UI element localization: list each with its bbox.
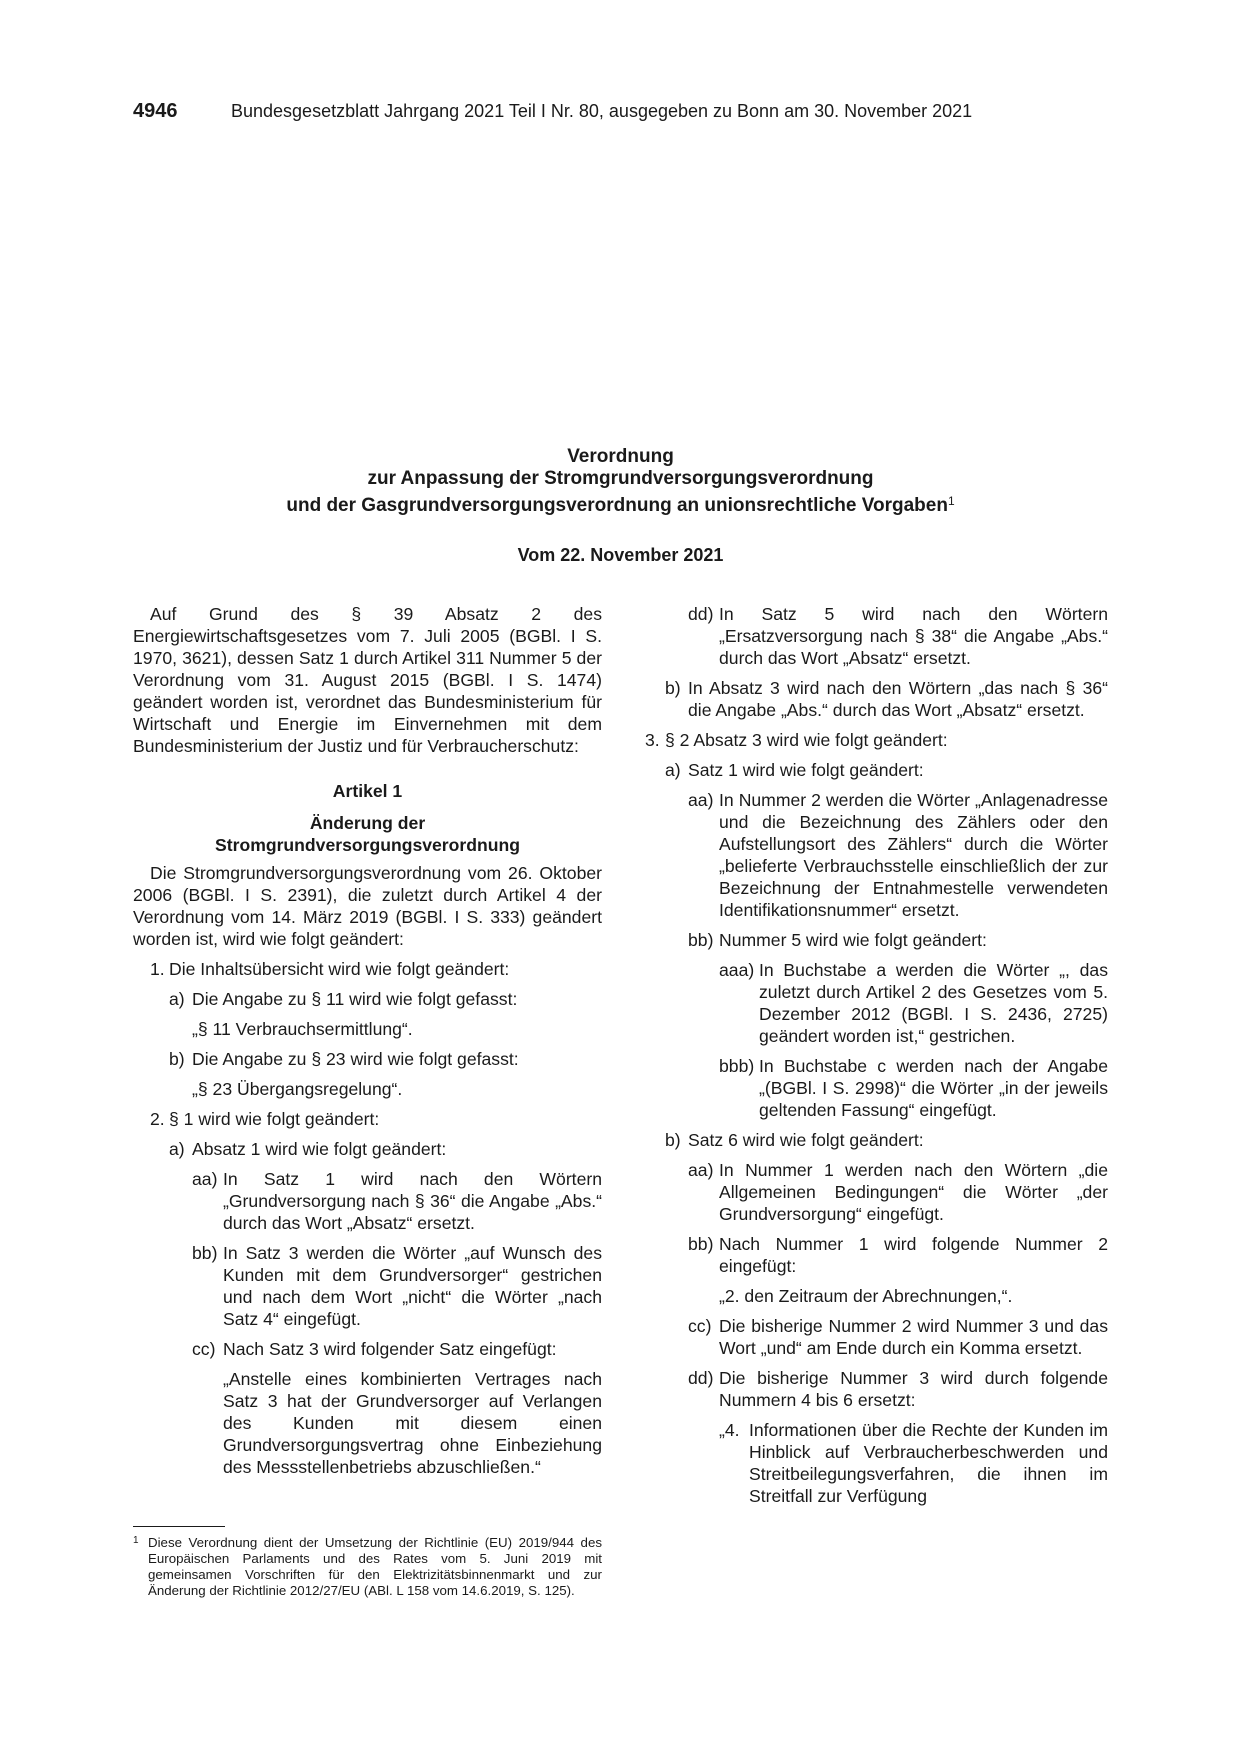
list-text: In Buchstabe a werden die Wörter „, das zuletzt durch Artikel 2 des Gesetzes vom 5. Dezember 2012 (BGBl. I S. 2436, 2725) geändert worden ist,“ gestrichen. bbox=[759, 960, 1108, 1046]
list-marker: a) bbox=[169, 989, 185, 1009]
list-item bbox=[639, 1367, 1108, 1411]
list-item bbox=[639, 1419, 1108, 1507]
title-line-3-text: und der Gasgrundversorgungsverordnung an unionsrechtliche Vorgaben bbox=[286, 495, 948, 516]
list-text: Die Inhaltsübersicht wird wie folgt geändert: bbox=[169, 959, 510, 979]
list-item bbox=[133, 1168, 602, 1234]
footnote-reference: 1 bbox=[947, 494, 955, 508]
left-column bbox=[133, 603, 602, 1478]
list-item bbox=[639, 1315, 1108, 1359]
page-number: 4946 bbox=[133, 100, 178, 122]
list-marker: a) bbox=[169, 1139, 185, 1159]
list-marker: dd) bbox=[688, 604, 714, 624]
list-item bbox=[133, 1048, 602, 1070]
footnote-text: Diese Verordnung dient der Umsetzung der Richtlinie (EU) 2019/944 des Europäischen Parlaments und des Rates vom 5. Juni 2019 mit gemeinsamen Vorschriften für den Elektrizitätsbinnenmarkt und zur Änderung der Richtlinie 2012/27/EU (ABl. L 158 vom 14.6.2019, S. 125). bbox=[148, 1535, 602, 1598]
list-text: Die Angabe zu § 23 wird wie folgt gefasst: bbox=[192, 1049, 519, 1069]
list-text: Die bisherige Nummer 3 wird durch folgende Nummern 4 bis 6 ersetzt: bbox=[719, 1368, 1108, 1410]
quote: „Anstelle eines kombinierten Vertrages nach Satz 3 hat der Grundversorger auf Verlangen des Kunden mit diesem einen Grundversorgungsvertrag ohne Einbeziehung des Messstellenbetriebs abzuschließen.“ bbox=[223, 1369, 602, 1477]
list-marker: bb) bbox=[688, 930, 714, 950]
date-line: Vom 22. November 2021 bbox=[517, 545, 724, 565]
list-text: Die Angabe zu § 11 wird wie folgt gefasst: bbox=[192, 989, 518, 1009]
list-text: Nummer 5 wird wie folgt geändert: bbox=[719, 930, 987, 950]
list-marker: „4. bbox=[719, 1420, 740, 1440]
running-title: Bundesgesetzblatt Jahrgang 2021 Teil I Nr. 80, ausgegeben zu Bonn am 30. November 2021 bbox=[231, 101, 973, 121]
list-marker: a) bbox=[665, 760, 681, 780]
list-marker: aaa) bbox=[719, 960, 755, 980]
title-line-1: Verordnung bbox=[567, 446, 674, 467]
list-item bbox=[639, 1055, 1108, 1121]
article-heading: Artikel 1 bbox=[332, 781, 403, 801]
footnote-marker: 1 bbox=[133, 1535, 139, 1546]
list-text: In Buchstabe c werden nach der Angabe „(BGBl. I S. 2998)“ die Wörter „in der jeweils geltenden Fassung“ eingefügt. bbox=[759, 1056, 1108, 1120]
list-marker: dd) bbox=[688, 1368, 714, 1388]
list-item bbox=[639, 929, 1108, 951]
list-marker: bbb) bbox=[719, 1056, 755, 1076]
list-text: In Satz 5 wird nach den Wörtern „Ersatzversorgung nach § 38“ die Angabe „Abs.“ durch das Wort „Absatz“ ersetzt. bbox=[719, 604, 1108, 668]
list-item bbox=[133, 1242, 602, 1330]
list-text: In Satz 1 wird nach den Wörtern „Grundversorgung nach § 36“ die Angabe „Abs.“ durch das Wort „Absatz“ ersetzt. bbox=[223, 1169, 602, 1233]
list-marker: 2. bbox=[150, 1109, 165, 1129]
list-text: Satz 1 wird wie folgt geändert: bbox=[688, 760, 924, 780]
list-text: Absatz 1 wird wie folgt geändert: bbox=[192, 1139, 447, 1159]
list-text: Informationen über die Rechte der Kunden im Hinblick auf Verbraucherbeschwerden und Streitbeilegungsverfahren, die ihnen im Streitfall zur Verfügung bbox=[749, 1420, 1108, 1506]
right-column bbox=[639, 603, 1108, 1507]
quote: „2. den Zeitraum der Abrechnungen,“. bbox=[719, 1286, 1013, 1306]
list-item bbox=[639, 1159, 1108, 1225]
list-item bbox=[133, 1338, 602, 1360]
page-header bbox=[133, 100, 1133, 130]
list-text: In Absatz 3 wird nach den Wörtern „das nach § 36“ die Angabe „Abs.“ durch das Wort „Absatz“ ersetzt. bbox=[688, 678, 1108, 720]
article-subheading-2: Stromgrundversorgungsverordnung bbox=[215, 835, 520, 855]
list-marker: cc) bbox=[688, 1316, 712, 1336]
list-text: In Satz 3 werden die Wörter „auf Wunsch des Kunden mit dem Grundversorger“ gestrichen und nach dem Wort „nicht“ die Wörter „nach Satz 4“ eingefügt. bbox=[223, 1243, 602, 1329]
list-text: § 2 Absatz 3 wird wie folgt geändert: bbox=[665, 730, 948, 750]
list-marker: bb) bbox=[688, 1234, 714, 1254]
list-item bbox=[639, 1233, 1108, 1277]
article-intro: Die Stromgrundversorgungsverordnung vom 26. Oktober 2006 (BGBl. I S. 2391), die zuletzt durch Artikel 4 der Verordnung vom 14. März 2019 (BGBl. I S. 333) geändert worden ist, wird wie folgt geändert: bbox=[133, 863, 602, 949]
list-text: Satz 6 wird wie folgt geändert: bbox=[688, 1130, 924, 1150]
list-item bbox=[639, 1129, 1108, 1151]
list-marker: aa) bbox=[688, 790, 714, 810]
list-item bbox=[639, 729, 1108, 751]
list-marker: b) bbox=[665, 1130, 681, 1150]
list-marker: bb) bbox=[192, 1243, 218, 1263]
list-text: Nach Nummer 1 wird folgende Nummer 2 eingefügt: bbox=[719, 1234, 1108, 1276]
footnote-divider bbox=[133, 1526, 225, 1527]
quote: „§ 23 Übergangsregelung“. bbox=[192, 1079, 403, 1099]
list-item bbox=[133, 1138, 602, 1160]
list-item bbox=[639, 789, 1108, 921]
preamble: Auf Grund des § 39 Absatz 2 des Energiewirtschaftsgesetzes vom 7. Juli 2005 (BGBl. I S. 1970, 3621), dessen Satz 1 durch Artikel 311 Nummer 5 der Verordnung vom 31. August 2015 (BGBl. I S. 1474) geändert worden ist, verordnet das Bundesministerium für Wirtschaft und Energie im Einvernehmen mit dem Bundesministerium der Justiz und für Verbraucherschutz: bbox=[133, 604, 602, 756]
list-text: In Nummer 2 werden die Wörter „Anlagenadresse und die Bezeichnung des Zählers oder den Aufstellungsort des Zählers“ durch die Wörter „belieferte Verbrauchsstelle einschließlich der zur Bezeichnung der Entnahmestelle verwendeten Identifikationsnummer“ ersetzt. bbox=[719, 790, 1108, 920]
list-text: Nach Satz 3 wird folgender Satz eingefügt: bbox=[223, 1339, 557, 1359]
title-block bbox=[133, 446, 1108, 566]
footnote bbox=[133, 1535, 602, 1599]
quote: „§ 11 Verbrauchsermittlung“. bbox=[192, 1019, 413, 1039]
list-marker: cc) bbox=[192, 1339, 216, 1359]
list-item bbox=[639, 759, 1108, 781]
article-subheading-1: Änderung der bbox=[309, 813, 426, 833]
list-text: § 1 wird wie folgt geändert: bbox=[169, 1109, 380, 1129]
title-line-2: zur Anpassung der Stromgrundversorgungsverordnung bbox=[367, 468, 874, 489]
list-marker: 3. bbox=[645, 730, 660, 750]
list-text: In Nummer 1 werden nach den Wörtern „die Allgemeinen Bedingungen“ die Wörter „der Grundversorgung“ eingefügt. bbox=[719, 1160, 1108, 1224]
list-item bbox=[639, 603, 1108, 669]
list-item bbox=[133, 958, 602, 980]
list-marker: 1. bbox=[150, 959, 165, 979]
title-line-3 bbox=[133, 490, 1108, 517]
list-marker: aa) bbox=[688, 1160, 714, 1180]
list-item bbox=[133, 988, 602, 1010]
list-item bbox=[133, 1108, 602, 1130]
list-marker: b) bbox=[169, 1049, 185, 1069]
list-item bbox=[639, 677, 1108, 721]
list-text: Die bisherige Nummer 2 wird Nummer 3 und das Wort „und“ am Ende durch ein Komma ersetzt. bbox=[719, 1316, 1108, 1358]
list-marker: aa) bbox=[192, 1169, 218, 1189]
list-marker: b) bbox=[665, 678, 681, 698]
list-item bbox=[639, 959, 1108, 1047]
